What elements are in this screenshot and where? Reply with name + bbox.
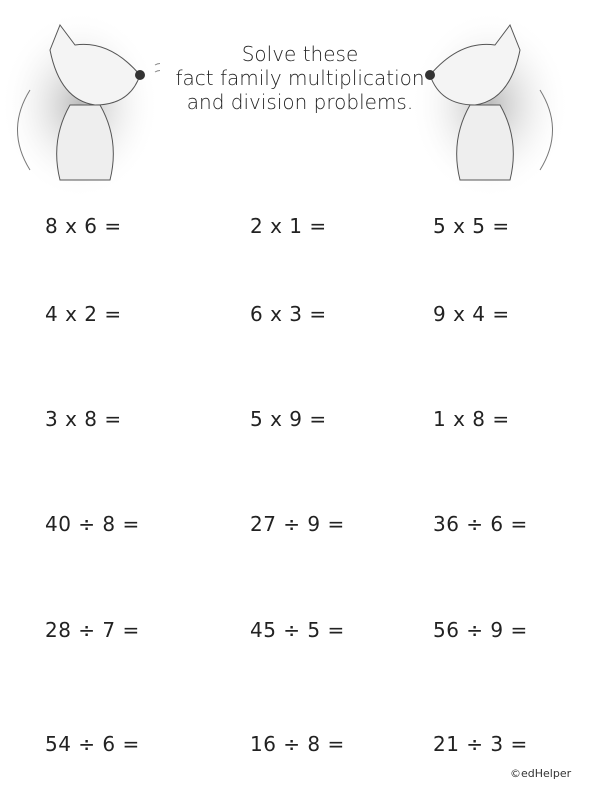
math-problem: 4 x 2 = (45, 302, 122, 326)
cat-illustration-left (0, 10, 160, 200)
title-line: Solve these (241, 42, 359, 66)
math-problem: 8 x 6 = (45, 214, 122, 238)
math-problem: 9 x 4 = (433, 302, 510, 326)
math-problem: 28 ÷ 7 = (45, 618, 140, 642)
math-problem: 54 ÷ 6 = (45, 732, 140, 756)
math-problem: 21 ÷ 3 = (433, 732, 528, 756)
title-line: and division problems. (186, 90, 414, 114)
instructions-title (150, 42, 450, 114)
math-problem: 6 x 3 = (250, 302, 327, 326)
math-problem: 16 ÷ 8 = (250, 732, 345, 756)
math-problem: 2 x 1 = (250, 214, 327, 238)
credit-text: ©edHelper (510, 767, 572, 780)
math-problem: 1 x 8 = (433, 407, 510, 431)
math-problem: 3 x 8 = (45, 407, 122, 431)
math-problem: 36 ÷ 6 = (433, 512, 528, 536)
math-problem: 45 ÷ 5 = (250, 618, 345, 642)
title-line: fact family multiplication (175, 66, 425, 90)
math-problem: 5 x 9 = (250, 407, 327, 431)
math-problem: 40 ÷ 8 = (45, 512, 140, 536)
math-problem: 5 x 5 = (433, 214, 510, 238)
math-problem: 27 ÷ 9 = (250, 512, 345, 536)
math-problem: 56 ÷ 9 = (433, 618, 528, 642)
